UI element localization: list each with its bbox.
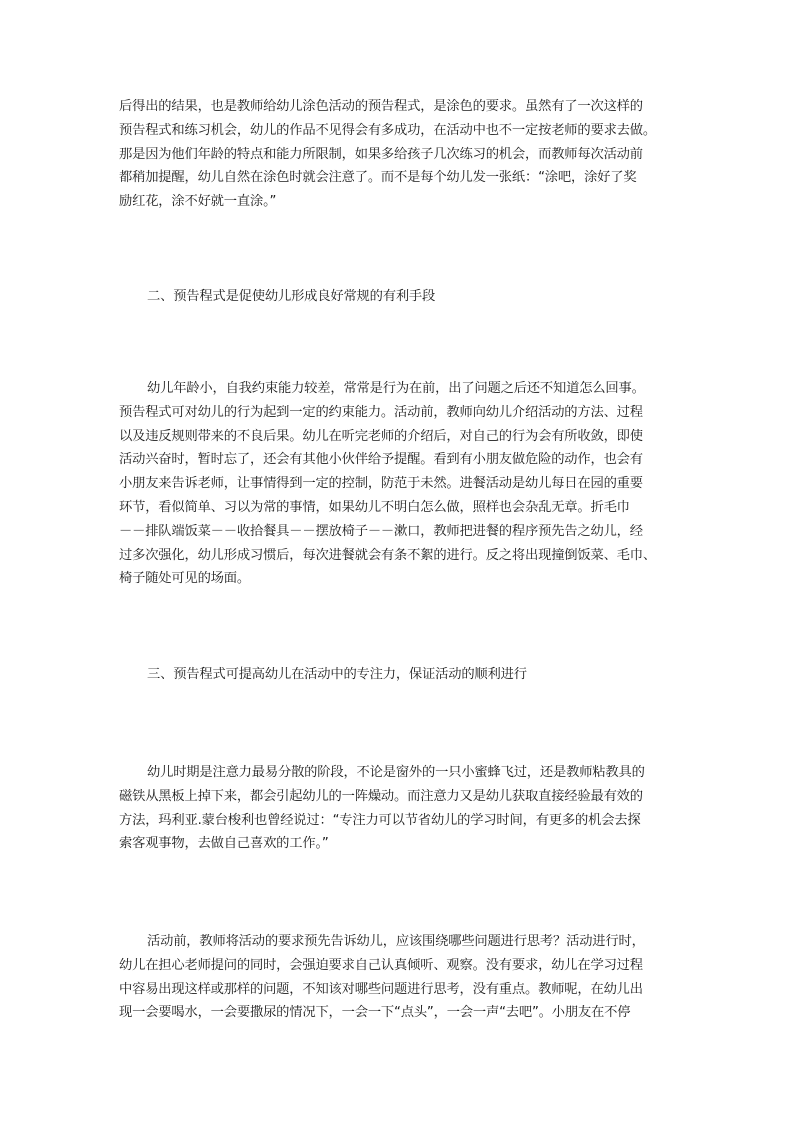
paragraph-line: 索客观事物，去做自己喜欢的工作。” [119,836,329,852]
paragraph-line: 现一会要喝水，一会要撒尿的情况下，一会一下“点头”，一会一声“去吧”。小朋友在不停 [119,1005,631,1021]
paragraph-2 [119,377,679,591]
paragraph-line: 椅子随处可见的场面。 [119,571,250,587]
paragraph-line: 环节，看似简单、习以为常的事情，如果幼儿不明白怎么做，照样也会杂乱无章。折毛巾 [119,499,630,515]
paragraph-line: 励红花，涂不好就一直涂。” [119,194,277,210]
paragraph-line: 幼儿在担心老师提问的同时，会强迫要求自己认真倾听、观察。没有要求，幼儿在学习过程 [119,957,643,973]
paragraph-line: 中容易出现这样或那样的问题，不知该对哪些问题进行思考，没有重点。教师呢，在幼儿出 [119,981,643,997]
paragraph-line: 过多次强化，幼儿形成习惯后，每次进餐就会有条不絮的进行。反之将出现撞倒饭菜、毛巾、 [119,547,656,563]
paragraph-line: 那是因为他们年龄的特点和能力所限制，如果多给孩子几次练习的机会，而教师每次活动前 [119,146,643,162]
paragraph-line: 预告程式可对幼儿的行为起到一定的约束能力。活动前，教师向幼儿介绍活动的方法、过程 [119,404,643,420]
paragraph-3 [119,761,679,856]
paragraph-line: 磁铁从黑板上掉下来，都会引起幼儿的一阵燥动。而注意力又是幼儿获取直接经验最有效的 [119,788,643,804]
paragraph-line: 预告程式和练习机会，幼儿的作品不见得会有多成功，在活动中也不一定按老师的要求去做。 [119,122,656,138]
paragraph-line: 活动前，教师将活动的要求预先告诉幼儿，应该围绕哪些问题进行思考？活动进行时， [147,934,645,949]
section-heading-2: 二、预告程式是促使幼儿形成良好常规的有利手段 [147,289,436,304]
paragraph-line: 方法，玛利亚.蒙台梭利也曾经说过：“专注力可以节省幼儿的学习时间，有更多的机会去探 [119,812,641,828]
section-heading-3: 三、预告程式可提高幼儿在活动中的专注力，保证活动的顺利进行 [147,667,527,682]
paragraph-line: 都稍加提醒，幼儿自然在涂色时就会注意了。而不是每个幼儿发一张纸：“涂吧，涂好了奖 [119,170,637,186]
paragraph-line: 活动兴奋时，暂时忘了，还会有其他小伙伴给予提醒。看到有小朋友做危险的动作，也会有 [119,452,643,468]
paragraph-line: 小朋友来告诉老师，让事情得到一定的控制，防范于未然。进餐活动是幼儿每日在园的重要 [119,476,643,492]
paragraph-line: 后得出的结果，也是教师给幼儿涂色活动的预告程式，是涂色的要求。虽然有了一次这样的 [119,99,643,114]
paragraph-4 [119,930,679,1025]
paragraph-line: 以及违反规则带来的不良后果。幼儿在听完老师的介绍后，对自己的行为会有所收敛，即使 [119,428,643,444]
paragraph-line: －－排队端饭菜－－收拾餐具－－摆放椅子－－漱口，教师把进餐的程序预先告之幼儿，经 [119,523,643,539]
paragraph-line: 幼儿时期是注意力最易分散的阶段，不论是窗外的一只小蜜蜂飞过，还是教师粘教具的 [147,765,645,780]
paragraph-line: 幼儿年龄小，自我约束能力较差，常常是行为在前，出了问题之后还不知道怎么回事。 [147,381,645,396]
paragraph-1 [119,95,679,214]
